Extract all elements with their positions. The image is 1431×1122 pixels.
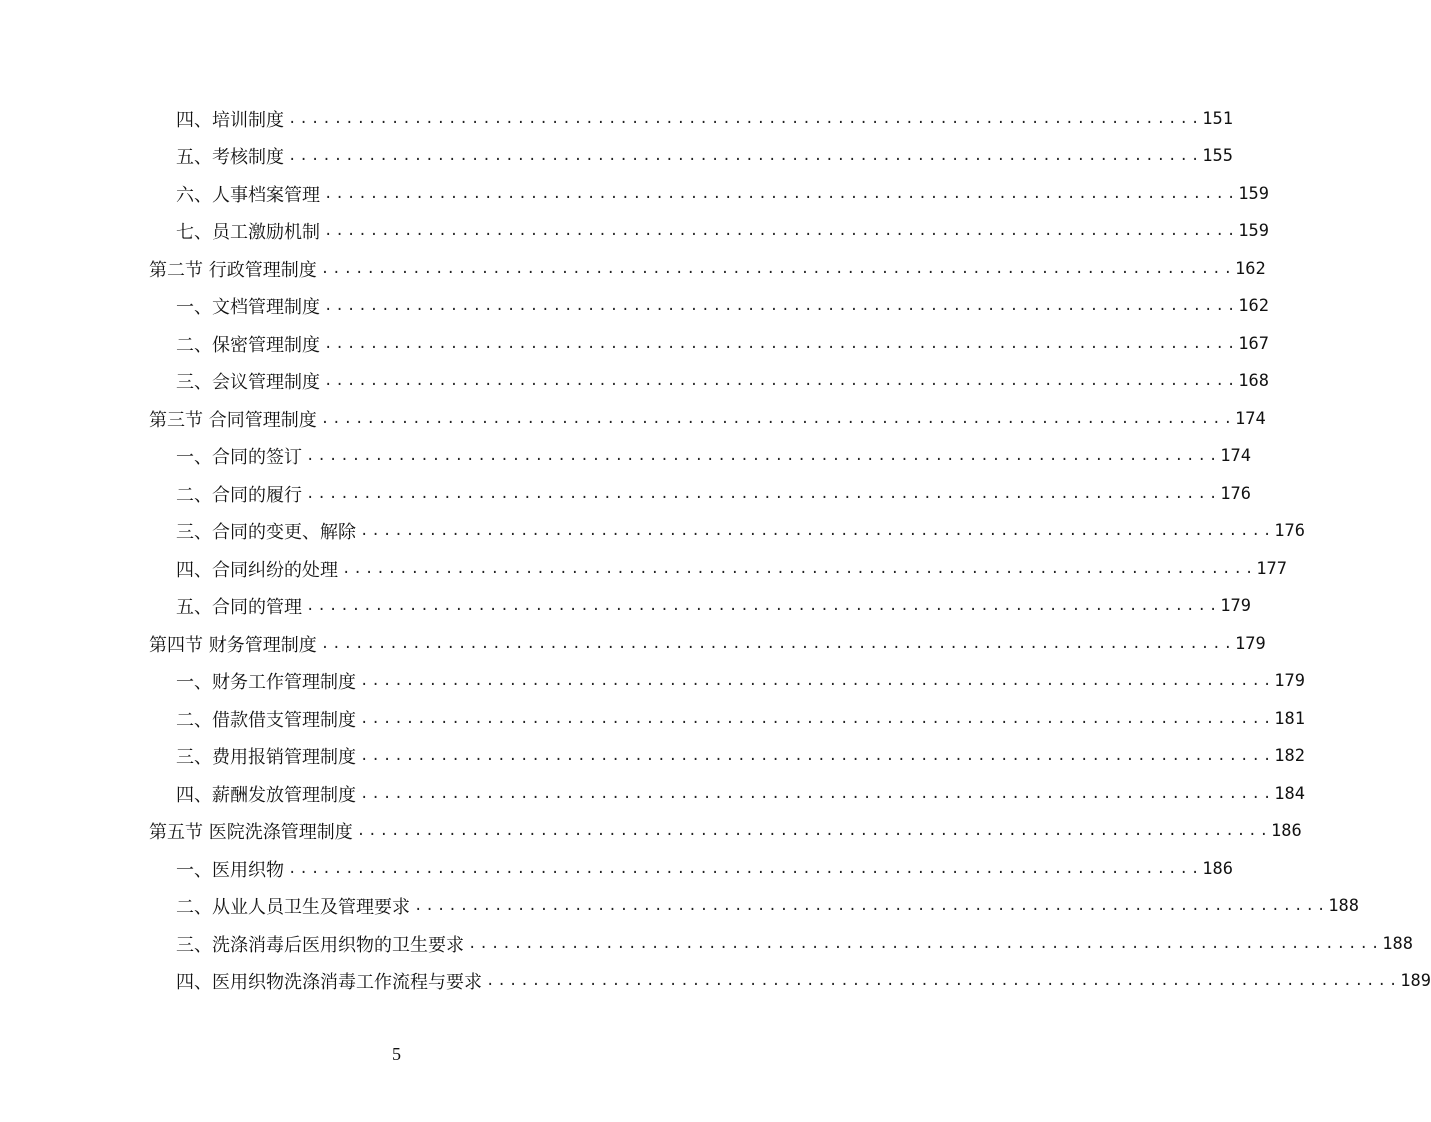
dot-leader: ................................................................................	[320, 635, 1236, 652]
toc-entry-page: 177	[1256, 558, 1288, 579]
toc-entry-title: 六、人事档案管理	[176, 184, 320, 206]
toc-item-entry[interactable]	[0, 963, 1431, 1001]
dot-leader: ................................................................................	[324, 185, 1239, 202]
toc-item-entry[interactable]	[0, 438, 1252, 476]
toc-entry-title: 七、员工激励机制	[176, 222, 320, 244]
toc-item-entry[interactable]	[0, 925, 1414, 963]
toc-entry-title: 二、借款借支管理制度	[176, 709, 356, 731]
dot-leader: ................................................................................	[288, 110, 1203, 127]
toc-entry-page: 184	[1274, 783, 1306, 804]
page-number: 5	[392, 1044, 401, 1064]
toc-entry-title: 一、文档管理制度	[176, 297, 320, 319]
dot-leader: ................................................................................	[324, 373, 1239, 390]
table-of-contents	[0, 100, 1431, 1000]
toc-entry-title: 一、医用织物	[176, 859, 284, 881]
toc-entry-page: 188	[1382, 933, 1414, 954]
toc-entry-title: 二、从业人员卫生及管理要求	[176, 897, 410, 919]
toc-entry-title: 一、财务工作管理制度	[176, 672, 356, 694]
toc-section-entry[interactable]	[0, 625, 1266, 663]
dot-leader: ................................................................................	[320, 410, 1236, 427]
toc-item-entry[interactable]	[0, 288, 1270, 326]
toc-entry-page: 179	[1235, 633, 1266, 654]
toc-entry-page: 176	[1274, 521, 1306, 542]
toc-entry-title: 三、合同的变更、解除	[176, 522, 356, 544]
toc-entry-title: 二、合同的履行	[176, 484, 302, 506]
dot-leader: ................................................................................	[306, 485, 1221, 502]
toc-entry-title: 四、薪酬发放管理制度	[176, 784, 356, 806]
dot-leader: ................................................................................	[360, 710, 1275, 727]
dot-leader: ................................................................................	[320, 260, 1236, 277]
toc-entry-title: 三、费用报销管理制度	[176, 747, 356, 769]
dot-leader: ................................................................................	[468, 935, 1383, 952]
toc-entry-title: 第五节 医院洗涤管理制度	[149, 822, 353, 844]
toc-entry-title: 第二节 行政管理制度	[149, 259, 317, 281]
toc-entry-page: 159	[1238, 183, 1270, 204]
toc-item-entry[interactable]	[0, 700, 1306, 738]
dot-leader: ................................................................................	[288, 860, 1203, 877]
toc-entry-title: 二、保密管理制度	[176, 334, 320, 356]
toc-entry-title: 第四节 财务管理制度	[149, 634, 317, 656]
toc-item-entry[interactable]	[0, 138, 1234, 176]
dot-leader: ................................................................................	[288, 148, 1203, 165]
toc-item-entry[interactable]	[0, 513, 1306, 551]
toc-entry-page: 151	[1202, 108, 1234, 129]
toc-section-entry[interactable]	[0, 813, 1302, 851]
toc-item-entry[interactable]	[0, 850, 1234, 888]
toc-entry-page: 179	[1274, 671, 1306, 692]
toc-item-entry[interactable]	[0, 588, 1252, 626]
toc-entry-page: 159	[1238, 221, 1270, 242]
dot-leader: ................................................................................	[324, 223, 1239, 240]
toc-entry-title: 四、培训制度	[176, 109, 284, 131]
toc-item-entry[interactable]	[0, 213, 1270, 251]
dot-leader: ................................................................................	[360, 523, 1275, 540]
toc-section-entry[interactable]	[0, 400, 1266, 438]
dot-leader: ................................................................................	[360, 748, 1275, 765]
toc-entry-page: 176	[1220, 483, 1252, 504]
toc-item-entry[interactable]	[0, 738, 1306, 776]
dot-leader: ................................................................................	[342, 560, 1257, 577]
dot-leader: ................................................................................	[360, 785, 1275, 802]
dot-leader: ................................................................................	[324, 335, 1239, 352]
toc-entry-page: 174	[1235, 408, 1266, 429]
toc-entry-page: 189	[1400, 971, 1431, 992]
toc-entry-page: 179	[1220, 596, 1252, 617]
toc-entry-page: 168	[1238, 371, 1270, 392]
toc-entry-page: 162	[1235, 258, 1266, 279]
toc-entry-page: 186	[1202, 858, 1234, 879]
toc-section-entry[interactable]	[0, 250, 1266, 288]
toc-item-entry[interactable]	[0, 775, 1306, 813]
toc-entry-title: 第三节 合同管理制度	[149, 409, 317, 431]
toc-entry-page: 182	[1274, 746, 1306, 767]
dot-leader: ................................................................................	[306, 448, 1221, 465]
toc-item-entry[interactable]	[0, 363, 1270, 401]
toc-item-entry[interactable]	[0, 663, 1306, 701]
toc-entry-page: 162	[1238, 296, 1270, 317]
toc-entry-title: 五、考核制度	[176, 147, 284, 169]
dot-leader: ................................................................................	[356, 823, 1272, 840]
toc-entry-title: 四、合同纠纷的处理	[176, 559, 338, 581]
toc-item-entry[interactable]	[0, 475, 1252, 513]
toc-entry-title: 一、合同的签订	[176, 447, 302, 469]
toc-item-entry[interactable]	[0, 888, 1360, 926]
toc-entry-title: 五、合同的管理	[176, 597, 302, 619]
toc-item-entry[interactable]	[0, 175, 1270, 213]
dot-leader: ................................................................................	[414, 898, 1329, 915]
toc-entry-title: 四、医用织物洗涤消毒工作流程与要求	[176, 972, 482, 994]
toc-entry-page: 186	[1271, 821, 1302, 842]
toc-entry-page: 181	[1274, 708, 1306, 729]
toc-entry-page: 174	[1220, 446, 1252, 467]
toc-entry-page: 188	[1328, 896, 1360, 917]
toc-entry-title: 三、会议管理制度	[176, 372, 320, 394]
dot-leader: ................................................................................	[306, 598, 1221, 615]
dot-leader: ................................................................................	[486, 973, 1401, 990]
toc-entry-title: 三、洗涤消毒后医用织物的卫生要求	[176, 934, 464, 956]
toc-entry-page: 167	[1238, 333, 1270, 354]
dot-leader: ................................................................................	[324, 298, 1239, 315]
toc-item-entry[interactable]	[0, 550, 1288, 588]
toc-item-entry[interactable]	[0, 100, 1234, 138]
toc-entry-page: 155	[1202, 146, 1234, 167]
dot-leader: ................................................................................	[360, 673, 1275, 690]
toc-item-entry[interactable]	[0, 325, 1270, 363]
